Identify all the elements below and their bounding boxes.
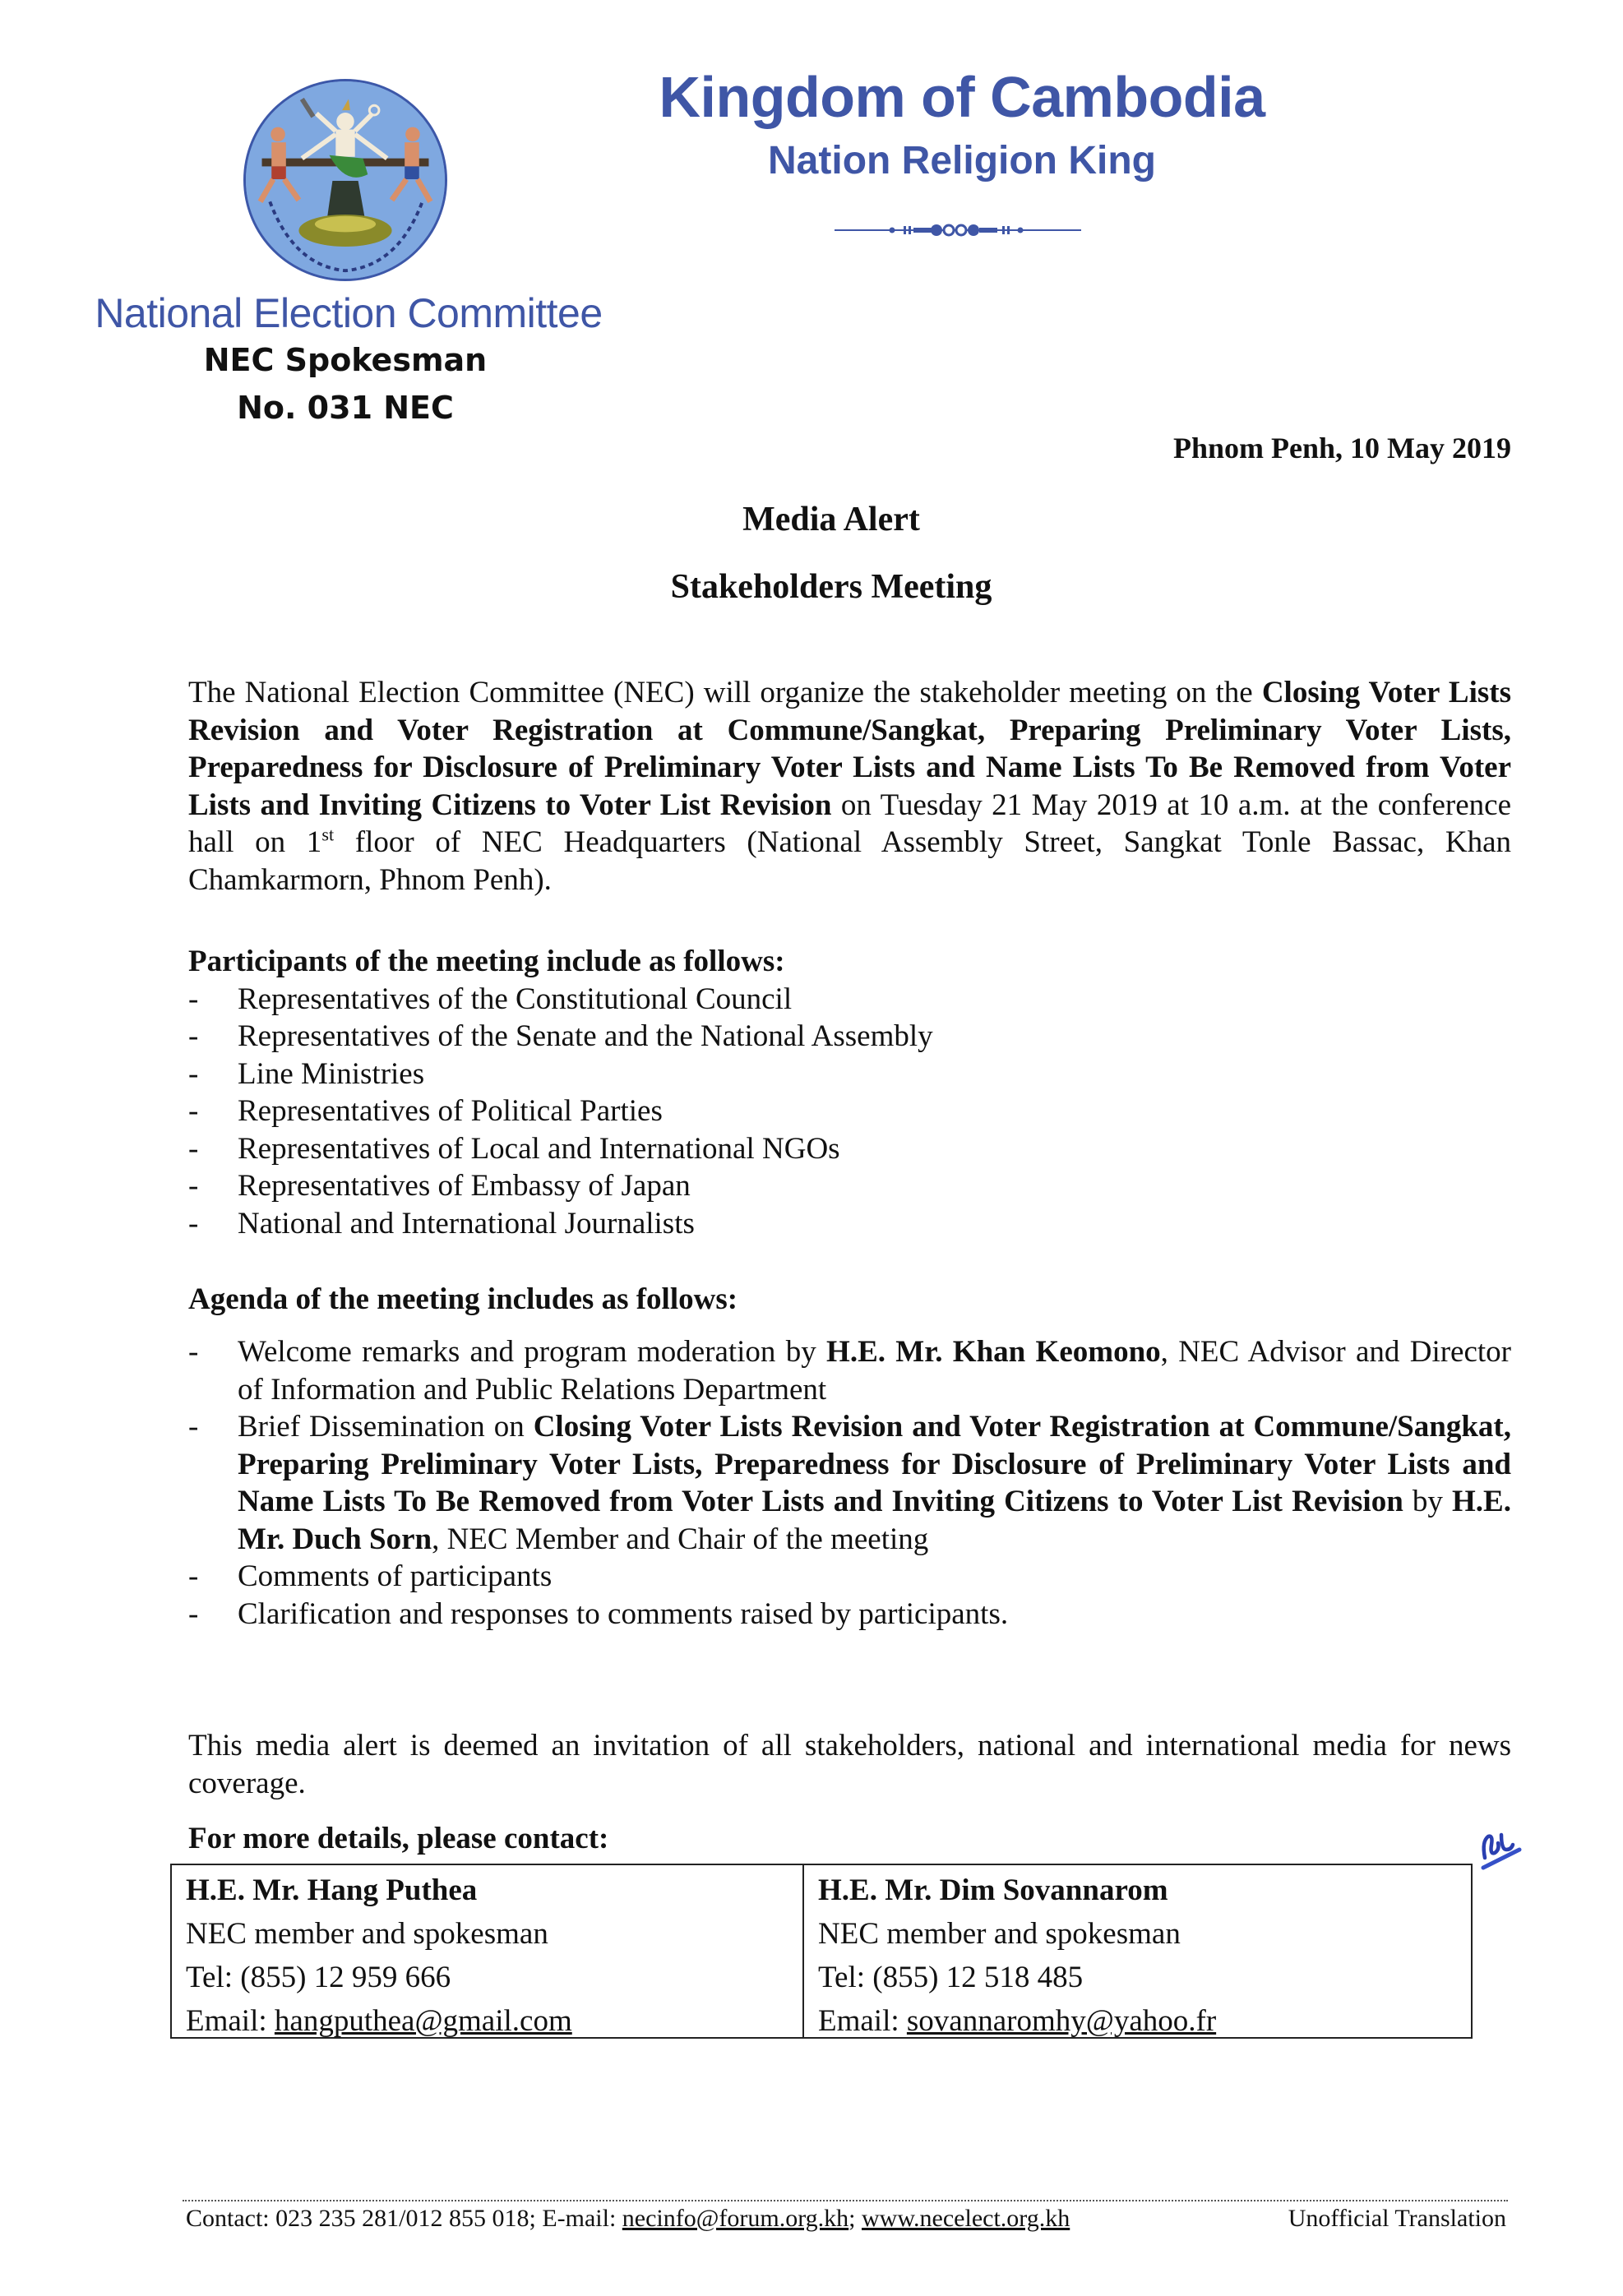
place-date: Phnom Penh, 10 May 2019 [1172, 432, 1511, 464]
intro-paragraph [188, 674, 1511, 899]
agenda-text: , NEC Advisor and Director of Information and Public Relations Department [238, 1335, 1511, 1407]
contact-card [802, 1865, 1471, 2037]
list-item [188, 981, 1511, 1019]
list-item [188, 1167, 1511, 1205]
tel-label: Tel: [186, 1961, 241, 1994]
participant: Representatives of Embassy of Japan [238, 1169, 691, 1203]
agenda-text: by [1403, 1485, 1453, 1518]
contact-card [172, 1865, 802, 2037]
separator: ; [848, 2205, 862, 2232]
contact-tel [186, 1956, 802, 1999]
translation-note: Unofficial Translation [1288, 2205, 1506, 2232]
agenda-text: Brief Dissemination on [238, 1410, 534, 1444]
dash-bullet-icon: - [188, 982, 199, 1016]
document-subtitle: Stakeholders Meeting [670, 568, 992, 606]
participant: Representatives of the Constitutional Council [238, 982, 793, 1016]
list-item [188, 1056, 1511, 1093]
meeting-topic: Closing Voter Lists Revision and Voter Registration at Commune/Sangkat, Preparing Preliminary Voter Lists, Preparedness for Disclosure of Preliminary Voter Lists and Name Lists To Be Removed from Voter Lists and Inviting Citizens to Voter List Revision [238, 1410, 1511, 1518]
agenda-section [188, 1333, 1511, 1633]
dash-bullet-icon: - [188, 1094, 199, 1128]
contact-name: H.E. Mr. Hang Puthea [186, 1873, 478, 1907]
agenda-text: Welcome remarks and program moderation by [238, 1335, 827, 1369]
participants-section [188, 943, 1511, 1242]
document-title: Media Alert [742, 501, 920, 538]
list-item [188, 1018, 1511, 1056]
email-link[interactable]: sovannaromhy@yahoo.fr [906, 2004, 1217, 2038]
dash-bullet-icon: - [188, 1056, 199, 1091]
handwritten-initials-icon [1473, 1825, 1531, 1883]
footer-divider [183, 2200, 1508, 2201]
participant: Representatives of the Senate and the National Assembly [238, 1019, 933, 1053]
contact-heading: For more details, please contact: [188, 1822, 609, 1855]
agenda-text: , NEC Member and Chair of the meeting [432, 1522, 929, 1556]
meeting-topic: Closing Voter Lists Revision and Voter Registration at Commune/Sangkat, Preparing Preliminary Voter Lists, Preparedness for Disclosure of Preliminary Voter Lists and Name Lists To Be Removed from Voter Lists and Inviting Citizens to Voter List Revision [188, 676, 1511, 822]
list-item [188, 1333, 1511, 1408]
agenda-text: Clarification and responses to comments raised by participants. [238, 1596, 1009, 1631]
national-motto: Nation Religion King [768, 139, 1156, 182]
dash-bullet-icon: - [188, 1169, 199, 1203]
footer-contact-label: Contact: 023 235 281/012 855 018; E-mail: [186, 2205, 622, 2232]
office-name: NEC Spokesman [203, 342, 488, 378]
dash-bullet-icon: - [188, 1335, 199, 1369]
dash-bullet-icon: - [188, 1410, 199, 1444]
dash-bullet-icon: - [188, 1019, 199, 1053]
participant: Line Ministries [238, 1056, 425, 1091]
contact-email [186, 1999, 802, 2043]
list-item [188, 1205, 1511, 1243]
email-link[interactable]: hangputhea@gmail.com [274, 2004, 572, 2038]
person-name: H.E. Mr. Duch Sorn [238, 1485, 1511, 1556]
tel-label: Tel: [818, 1961, 873, 1994]
contact-table [170, 1864, 1473, 2039]
participant: Representatives of Political Parties [238, 1094, 663, 1128]
intro-text: on Tuesday 21 May 2019 at 10 a.m. at the conference hall on 1 [188, 788, 1512, 859]
agenda-text: Comments of participants [238, 1559, 553, 1593]
email-label: Email: [186, 2004, 275, 2038]
participant: National and International Journalists [238, 1206, 695, 1240]
footer-contact [186, 2205, 1070, 2233]
dash-bullet-icon: - [188, 1559, 199, 1593]
ordinal-suffix: st [321, 824, 335, 845]
tel-number: (855) 12 518 485 [872, 1961, 1084, 1994]
list-item [188, 1408, 1511, 1558]
organization-name: National Election Committee [95, 290, 603, 336]
person-name: H.E. Mr. Khan Keomono [826, 1335, 1161, 1369]
dash-bullet-icon: - [188, 1596, 199, 1631]
agenda-list [188, 1333, 1511, 1633]
intro-text: floor of NEC Headquarters (National Assembly Street, Sangkat Tonle Bassac, Khan Chamkarmorn, Phnom Penh). [188, 825, 1511, 897]
participant: Representatives of Local and International NGOs [238, 1131, 840, 1166]
contact-name: H.E. Mr. Dim Sovannarom [818, 1873, 1168, 1907]
tel-number: (855) 12 959 666 [240, 1961, 451, 1994]
participants-heading: Participants of the meeting include as follows: [188, 945, 785, 978]
document-number: No. 031 NEC [237, 390, 454, 426]
contact-role: NEC member and spokesman [186, 1917, 548, 1951]
closing-paragraph: This media alert is deemed an invitation of all stakeholders, national and international media for news coverage. [188, 1729, 1511, 1800]
email-label: Email: [818, 2004, 907, 2038]
list-item [188, 1130, 1511, 1168]
decorative-divider-icon [835, 218, 1081, 243]
intro-text: The National Election Committee (NEC) will organize the stakeholder meeting on the [188, 676, 1262, 709]
list-item [188, 1558, 1511, 1596]
list-item [188, 1596, 1511, 1633]
footer [186, 2205, 1506, 2233]
contact-tel [818, 1956, 1471, 1999]
dash-bullet-icon: - [188, 1206, 199, 1240]
contact-email [818, 1999, 1471, 2043]
footer-email-link[interactable]: necinfo@forum.org.kh [622, 2205, 849, 2232]
country-name: Kingdom of Cambodia [659, 65, 1265, 129]
footer-website-link[interactable]: www.necelect.org.kh [862, 2205, 1070, 2232]
list-item [188, 1093, 1511, 1130]
agenda-heading: Agenda of the meeting includes as follows: [188, 1282, 738, 1316]
participants-list [188, 981, 1511, 1243]
contact-role: NEC member and spokesman [818, 1917, 1181, 1951]
dash-bullet-icon: - [188, 1131, 199, 1166]
nec-emblem-icon [243, 79, 447, 281]
